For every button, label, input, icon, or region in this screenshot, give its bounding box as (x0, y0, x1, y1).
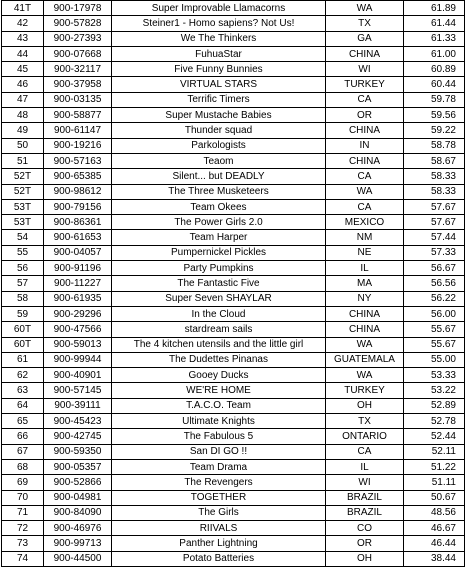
region-cell: WI (326, 62, 404, 77)
region-cell: MA (326, 276, 404, 291)
team-id-cell: 900-99713 (44, 536, 112, 551)
team-name-cell: Steiner1 - Homo sapiens? Not Us! (112, 16, 326, 31)
table-row (2, 16, 465, 31)
table-row (2, 123, 465, 138)
team-id-cell: 900-58877 (44, 108, 112, 123)
team-id-cell: 900-79156 (44, 199, 112, 214)
region-cell: TURKEY (326, 383, 404, 398)
region-cell: GUATEMALA (326, 352, 404, 367)
rank-cell: 67 (2, 444, 44, 459)
score-cell: 53.33 (404, 368, 465, 383)
team-id-cell: 900-17978 (44, 1, 112, 16)
score-cell: 52.78 (404, 414, 465, 429)
team-id-cell: 900-57828 (44, 16, 112, 31)
score-cell: 48.56 (404, 505, 465, 520)
region-cell: CA (326, 169, 404, 184)
results-table (1, 0, 465, 567)
team-name-cell: The Fantastic Five (112, 276, 326, 291)
rank-cell: 50 (2, 138, 44, 153)
rank-cell: 65 (2, 414, 44, 429)
table-row (2, 383, 465, 398)
score-cell: 55.67 (404, 337, 465, 352)
team-id-cell: 900-84090 (44, 505, 112, 520)
table-row (2, 322, 465, 337)
table-row (2, 551, 465, 566)
team-name-cell: Team Okees (112, 199, 326, 214)
team-name-cell: stardream sails (112, 322, 326, 337)
team-name-cell: Super Seven SHAYLAR (112, 291, 326, 306)
region-cell: CA (326, 444, 404, 459)
team-name-cell: Terrific Timers (112, 92, 326, 107)
rank-cell: 52T (2, 169, 44, 184)
rank-cell: 74 (2, 551, 44, 566)
team-name-cell: In the Cloud (112, 306, 326, 321)
team-name-cell: Team Harper (112, 230, 326, 245)
rank-cell: 63 (2, 383, 44, 398)
team-name-cell: Team Drama (112, 459, 326, 474)
score-cell: 59.56 (404, 108, 465, 123)
team-name-cell: We The Thinkers (112, 31, 326, 46)
region-cell: TURKEY (326, 77, 404, 92)
rank-cell: 42 (2, 16, 44, 31)
table-row (2, 459, 465, 474)
team-id-cell: 900-59013 (44, 337, 112, 352)
score-cell: 61.89 (404, 1, 465, 16)
table-row (2, 62, 465, 77)
table-row (2, 108, 465, 123)
region-cell: OH (326, 551, 404, 566)
region-cell: IN (326, 138, 404, 153)
score-cell: 38.44 (404, 551, 465, 566)
team-id-cell: 900-61653 (44, 230, 112, 245)
region-cell: IL (326, 459, 404, 474)
region-cell: CHINA (326, 322, 404, 337)
team-id-cell: 900-98612 (44, 184, 112, 199)
region-cell: OH (326, 398, 404, 413)
score-cell: 59.78 (404, 92, 465, 107)
table-row (2, 199, 465, 214)
region-cell: CHINA (326, 306, 404, 321)
team-name-cell: Potato Batteries (112, 551, 326, 566)
team-name-cell: The 4 kitchen utensils and the little girl (112, 337, 326, 352)
team-name-cell: Teaom (112, 153, 326, 168)
team-id-cell: 900-52866 (44, 475, 112, 490)
score-cell: 52.11 (404, 444, 465, 459)
rank-cell: 53T (2, 199, 44, 214)
rank-cell: 69 (2, 475, 44, 490)
team-id-cell: 900-59350 (44, 444, 112, 459)
score-cell: 46.67 (404, 521, 465, 536)
table-row (2, 536, 465, 551)
table-row (2, 46, 465, 61)
team-name-cell: Five Funny Bunnies (112, 62, 326, 77)
rank-cell: 70 (2, 490, 44, 505)
team-id-cell: 900-03135 (44, 92, 112, 107)
rank-cell: 49 (2, 123, 44, 138)
rank-cell: 41T (2, 1, 44, 16)
rank-cell: 46 (2, 77, 44, 92)
table-row (2, 414, 465, 429)
score-cell: 58.33 (404, 184, 465, 199)
table-row (2, 169, 465, 184)
team-id-cell: 900-47566 (44, 322, 112, 337)
rank-cell: 47 (2, 92, 44, 107)
score-cell: 61.00 (404, 46, 465, 61)
team-id-cell: 900-07668 (44, 46, 112, 61)
team-name-cell: T.A.C.O. Team (112, 398, 326, 413)
region-cell: WA (326, 184, 404, 199)
team-id-cell: 900-44500 (44, 551, 112, 566)
team-id-cell: 900-57163 (44, 153, 112, 168)
team-id-cell: 900-86361 (44, 215, 112, 230)
rank-cell: 51 (2, 153, 44, 168)
team-name-cell: Party Pumpkins (112, 261, 326, 276)
team-id-cell: 900-40901 (44, 368, 112, 383)
table-row (2, 291, 465, 306)
table-row (2, 1, 465, 16)
team-id-cell: 900-11227 (44, 276, 112, 291)
score-cell: 55.00 (404, 352, 465, 367)
rank-cell: 60T (2, 322, 44, 337)
score-cell: 52.44 (404, 429, 465, 444)
rank-cell: 66 (2, 429, 44, 444)
score-cell: 61.33 (404, 31, 465, 46)
team-name-cell: Gooey Ducks (112, 368, 326, 383)
rank-cell: 62 (2, 368, 44, 383)
rank-cell: 57 (2, 276, 44, 291)
table-row (2, 31, 465, 46)
rank-cell: 72 (2, 521, 44, 536)
team-name-cell: TOGETHER (112, 490, 326, 505)
score-cell: 60.44 (404, 77, 465, 92)
team-id-cell: 900-65385 (44, 169, 112, 184)
team-id-cell: 900-04057 (44, 245, 112, 260)
table-row (2, 184, 465, 199)
team-name-cell: Parkologists (112, 138, 326, 153)
score-cell: 52.89 (404, 398, 465, 413)
score-cell: 61.44 (404, 16, 465, 31)
region-cell: BRAZIL (326, 505, 404, 520)
table-row (2, 337, 465, 352)
team-name-cell: Silent... but DEADLY (112, 169, 326, 184)
region-cell: CA (326, 92, 404, 107)
team-id-cell: 900-39111 (44, 398, 112, 413)
rank-cell: 52T (2, 184, 44, 199)
table-row (2, 398, 465, 413)
rank-cell: 73 (2, 536, 44, 551)
score-cell: 57.67 (404, 199, 465, 214)
score-cell: 53.22 (404, 383, 465, 398)
table-row (2, 352, 465, 367)
team-name-cell: VIRTUAL STARS (112, 77, 326, 92)
rank-cell: 55 (2, 245, 44, 260)
region-cell: WA (326, 368, 404, 383)
region-cell: CHINA (326, 153, 404, 168)
table-row (2, 475, 465, 490)
region-cell: CA (326, 199, 404, 214)
rank-cell: 68 (2, 459, 44, 474)
table-row (2, 261, 465, 276)
region-cell: WA (326, 1, 404, 16)
rank-cell: 53T (2, 215, 44, 230)
team-name-cell: Thunder squad (112, 123, 326, 138)
region-cell: CHINA (326, 123, 404, 138)
table-row (2, 77, 465, 92)
region-cell: TX (326, 414, 404, 429)
rank-cell: 61 (2, 352, 44, 367)
region-cell: WA (326, 337, 404, 352)
score-cell: 56.22 (404, 291, 465, 306)
rank-cell: 54 (2, 230, 44, 245)
table-row (2, 276, 465, 291)
score-cell: 58.33 (404, 169, 465, 184)
score-cell: 58.67 (404, 153, 465, 168)
rank-cell: 48 (2, 108, 44, 123)
team-name-cell: The Revengers (112, 475, 326, 490)
table-row (2, 153, 465, 168)
rank-cell: 71 (2, 505, 44, 520)
team-id-cell: 900-37958 (44, 77, 112, 92)
region-cell: CO (326, 521, 404, 536)
region-cell: BRAZIL (326, 490, 404, 505)
team-id-cell: 900-19216 (44, 138, 112, 153)
region-cell: NM (326, 230, 404, 245)
results-table-body (2, 1, 465, 567)
team-id-cell: 900-04981 (44, 490, 112, 505)
team-name-cell: The Dudettes Pinanas (112, 352, 326, 367)
team-name-cell: The Fabulous 5 (112, 429, 326, 444)
team-name-cell: Pumpernickel Pickles (112, 245, 326, 260)
team-id-cell: 900-05357 (44, 459, 112, 474)
rank-cell: 59 (2, 306, 44, 321)
table-row (2, 230, 465, 245)
rank-cell: 43 (2, 31, 44, 46)
team-name-cell: WE'RE HOME (112, 383, 326, 398)
team-name-cell: RIIVALS (112, 521, 326, 536)
team-id-cell: 900-61147 (44, 123, 112, 138)
team-id-cell: 900-91196 (44, 261, 112, 276)
score-cell: 50.67 (404, 490, 465, 505)
region-cell: CHINA (326, 46, 404, 61)
team-id-cell: 900-46976 (44, 521, 112, 536)
team-name-cell: San DI GO !! (112, 444, 326, 459)
table-row (2, 138, 465, 153)
score-cell: 60.89 (404, 62, 465, 77)
region-cell: GA (326, 31, 404, 46)
team-name-cell: The Three Musketeers (112, 184, 326, 199)
team-id-cell: 900-61935 (44, 291, 112, 306)
rank-cell: 60T (2, 337, 44, 352)
team-name-cell: The Girls (112, 505, 326, 520)
table-row (2, 429, 465, 444)
rank-cell: 56 (2, 261, 44, 276)
team-id-cell: 900-32117 (44, 62, 112, 77)
team-name-cell: FuhuaStar (112, 46, 326, 61)
table-row (2, 245, 465, 260)
score-cell: 51.22 (404, 459, 465, 474)
score-cell: 51.11 (404, 475, 465, 490)
table-row (2, 215, 465, 230)
team-id-cell: 900-57145 (44, 383, 112, 398)
score-cell: 56.67 (404, 261, 465, 276)
table-row (2, 444, 465, 459)
team-id-cell: 900-45423 (44, 414, 112, 429)
score-cell: 58.78 (404, 138, 465, 153)
score-cell: 57.67 (404, 215, 465, 230)
region-cell: NY (326, 291, 404, 306)
score-cell: 57.44 (404, 230, 465, 245)
team-name-cell: The Power Girls 2.0 (112, 215, 326, 230)
score-cell: 56.00 (404, 306, 465, 321)
rank-cell: 58 (2, 291, 44, 306)
table-row (2, 92, 465, 107)
rank-cell: 44 (2, 46, 44, 61)
team-name-cell: Super Improvable Llamacorns (112, 1, 326, 16)
team-name-cell: Ultimate Knights (112, 414, 326, 429)
region-cell: IL (326, 261, 404, 276)
table-row (2, 490, 465, 505)
rank-cell: 45 (2, 62, 44, 77)
region-cell: WI (326, 475, 404, 490)
region-cell: ONTARIO (326, 429, 404, 444)
table-row (2, 521, 465, 536)
team-id-cell: 900-42745 (44, 429, 112, 444)
table-row (2, 505, 465, 520)
score-cell: 57.33 (404, 245, 465, 260)
score-cell: 46.44 (404, 536, 465, 551)
team-id-cell: 900-99944 (44, 352, 112, 367)
table-row (2, 306, 465, 321)
region-cell: TX (326, 16, 404, 31)
score-cell: 56.56 (404, 276, 465, 291)
team-name-cell: Super Mustache Babies (112, 108, 326, 123)
region-cell: OR (326, 536, 404, 551)
team-id-cell: 900-29296 (44, 306, 112, 321)
table-row (2, 368, 465, 383)
region-cell: NE (326, 245, 404, 260)
region-cell: OR (326, 108, 404, 123)
region-cell: MEXICO (326, 215, 404, 230)
rank-cell: 64 (2, 398, 44, 413)
team-name-cell: Panther Lightning (112, 536, 326, 551)
score-cell: 55.67 (404, 322, 465, 337)
score-cell: 59.22 (404, 123, 465, 138)
team-id-cell: 900-27393 (44, 31, 112, 46)
